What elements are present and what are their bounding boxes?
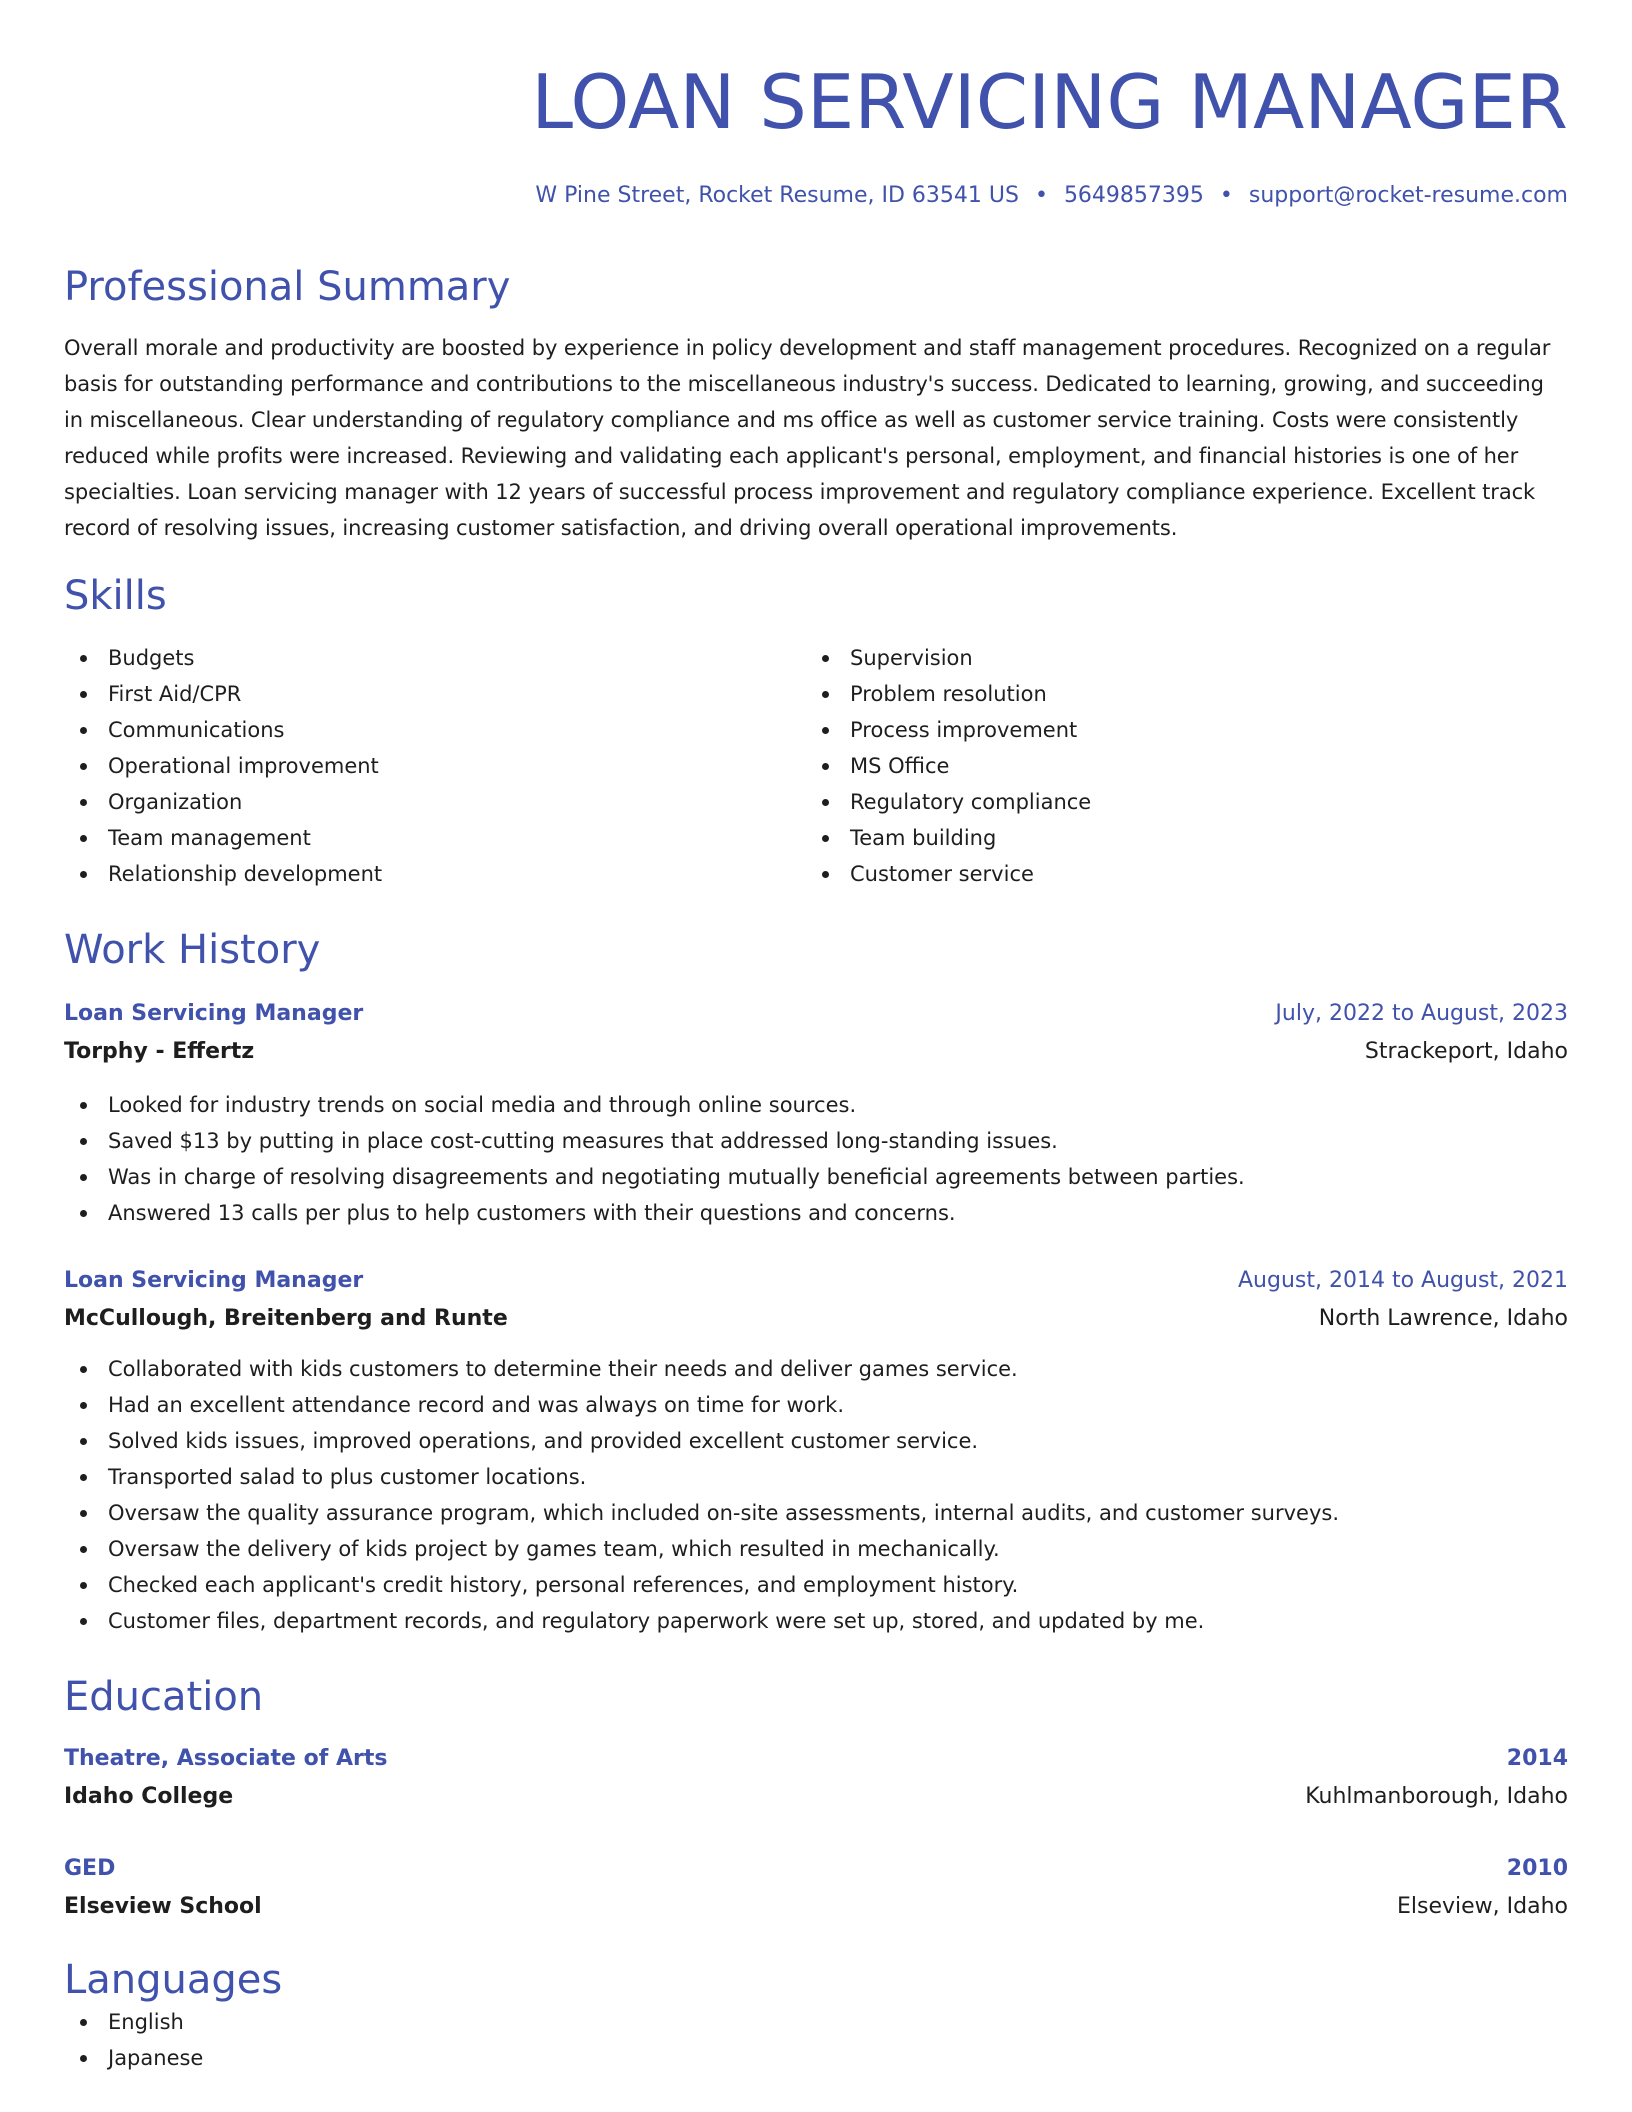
education-year: 2010 <box>1506 1856 1568 1881</box>
job-entry <box>64 1262 1568 1639</box>
skill-item: Communications <box>64 712 806 748</box>
education-header <box>64 1740 1568 1778</box>
job-bullet: Looked for industry trends on social media and through online sources. <box>64 1087 1568 1123</box>
job-dates: July, 2022 to August, 2023 <box>1275 1001 1568 1026</box>
skill-item: Customer service <box>806 856 1548 892</box>
education-degree: Theatre, Associate of Arts <box>64 1746 388 1771</box>
job-location: North Lawrence, Idaho <box>1318 1306 1568 1331</box>
resume-page <box>64 0 1568 2076</box>
language-item: Japanese <box>64 2040 1568 2076</box>
job-bullet: Customer files, department records, and regulatory paperwork were set up, stored, and updated by me. <box>64 1603 1568 1639</box>
job-subheader <box>64 1033 1568 1071</box>
job-entry <box>64 995 1568 1231</box>
skill-item: Process improvement <box>806 712 1548 748</box>
skill-item: Team building <box>806 820 1548 856</box>
job-company: Torphy - Effertz <box>64 1039 255 1064</box>
job-bullet: Solved kids issues, improved operations, and provided excellent customer service. <box>64 1423 1568 1459</box>
job-location: Strackeport, Idaho <box>1364 1039 1568 1064</box>
skills-list-right <box>806 640 1548 892</box>
job-bullet: Transported salad to plus customer locations. <box>64 1459 1568 1495</box>
education-location: Elseview, Idaho <box>1397 1894 1568 1919</box>
phone-text: 5649857395 <box>1063 183 1204 208</box>
skills-columns <box>64 640 1568 892</box>
separator-dot: • <box>1219 183 1233 208</box>
address-text: W Pine Street, Rocket Resume, ID 63541 US <box>535 183 1019 208</box>
education-school: Idaho College <box>64 1784 234 1809</box>
education-year: 2014 <box>1506 1746 1568 1771</box>
education-entry <box>64 1850 1568 1926</box>
skill-item: Supervision <box>806 640 1548 676</box>
job-bullet: Had an excellent attendance record and was always on time for work. <box>64 1387 1568 1423</box>
education-subheader <box>64 1888 1568 1926</box>
job-bullet: Saved $13 by putting in place cost-cutting measures that addressed long-standing issues. <box>64 1123 1568 1159</box>
job-header <box>64 995 1568 1033</box>
job-bullet: Oversaw the quality assurance program, which included on-site assessments, internal audits, and customer surveys. <box>64 1495 1568 1531</box>
education-school: Elseview School <box>64 1894 262 1919</box>
job-bullet: Oversaw the delivery of kids project by games team, which resulted in mechanically. <box>64 1531 1568 1567</box>
education-header <box>64 1850 1568 1888</box>
summary-text: Overall morale and productivity are boosted by experience in policy development and staff management procedures. Recognized on a regular basis for outstanding performance and contributions to the miscellaneous industry's success. Dedicated to learning, growing, and succeeding in miscellaneous. Clear understanding of regulatory compliance and ms office as well as customer service training. Costs were consistently reduced while profits were increased. Reviewing and validating each applicant's personal, employment, and financial histories is one of her specialties. Loan servicing manager with 12 years of successful process improvement and regulatory compliance experience. Excellent track record of resolving issues, increasing customer satisfaction, and driving overall operational improvements. <box>64 336 1551 540</box>
job-subheader <box>64 1300 1568 1338</box>
section-title-work: Work History <box>64 927 321 973</box>
education-location: Kuhlmanborough, Idaho <box>1305 1784 1568 1809</box>
skill-item: Problem resolution <box>806 676 1548 712</box>
job-role: Loan Servicing Manager <box>64 1001 364 1026</box>
skill-item: MS Office <box>806 748 1548 784</box>
skill-item: Regulatory compliance <box>806 784 1548 820</box>
job-dates: August, 2014 to August, 2021 <box>1238 1268 1568 1293</box>
education-subheader <box>64 1778 1568 1816</box>
job-bullet: Collaborated with kids customers to determine their needs and deliver games service. <box>64 1351 1568 1387</box>
section-title-summary: Professional Summary <box>64 264 511 310</box>
skills-list-left <box>64 640 806 892</box>
job-bullets <box>64 1351 1568 1639</box>
skill-item: Team management <box>64 820 806 856</box>
skill-item: First Aid/CPR <box>64 676 806 712</box>
languages-list <box>64 2004 1568 2076</box>
candidate-title: LOAN SERVICING MANAGER <box>531 58 1568 146</box>
job-bullet: Answered 13 calls per plus to help customers with their questions and concerns. <box>64 1195 1568 1231</box>
education-entry <box>64 1740 1568 1816</box>
skill-item: Budgets <box>64 640 806 676</box>
job-header <box>64 1262 1568 1300</box>
education-degree: GED <box>64 1856 116 1881</box>
separator-dot: • <box>1034 183 1048 208</box>
skill-item: Organization <box>64 784 806 820</box>
contact-line <box>64 183 1568 209</box>
skill-item: Relationship development <box>64 856 806 892</box>
job-bullet: Checked each applicant's credit history, personal references, and employment history. <box>64 1567 1568 1603</box>
job-role: Loan Servicing Manager <box>64 1268 364 1293</box>
section-title-skills: Skills <box>64 573 167 619</box>
job-company: McCullough, Breitenberg and Runte <box>64 1306 508 1331</box>
language-item: English <box>64 2004 1568 2040</box>
email-link[interactable]: support@rocket-resume.com <box>1248 183 1568 208</box>
job-bullet: Was in charge of resolving disagreements and negotiating mutually beneficial agreements between parties. <box>64 1159 1568 1195</box>
job-bullets <box>64 1087 1568 1231</box>
skill-item: Operational improvement <box>64 748 806 784</box>
section-title-languages: Languages <box>64 1957 283 2003</box>
section-title-education: Education <box>64 1674 264 1720</box>
